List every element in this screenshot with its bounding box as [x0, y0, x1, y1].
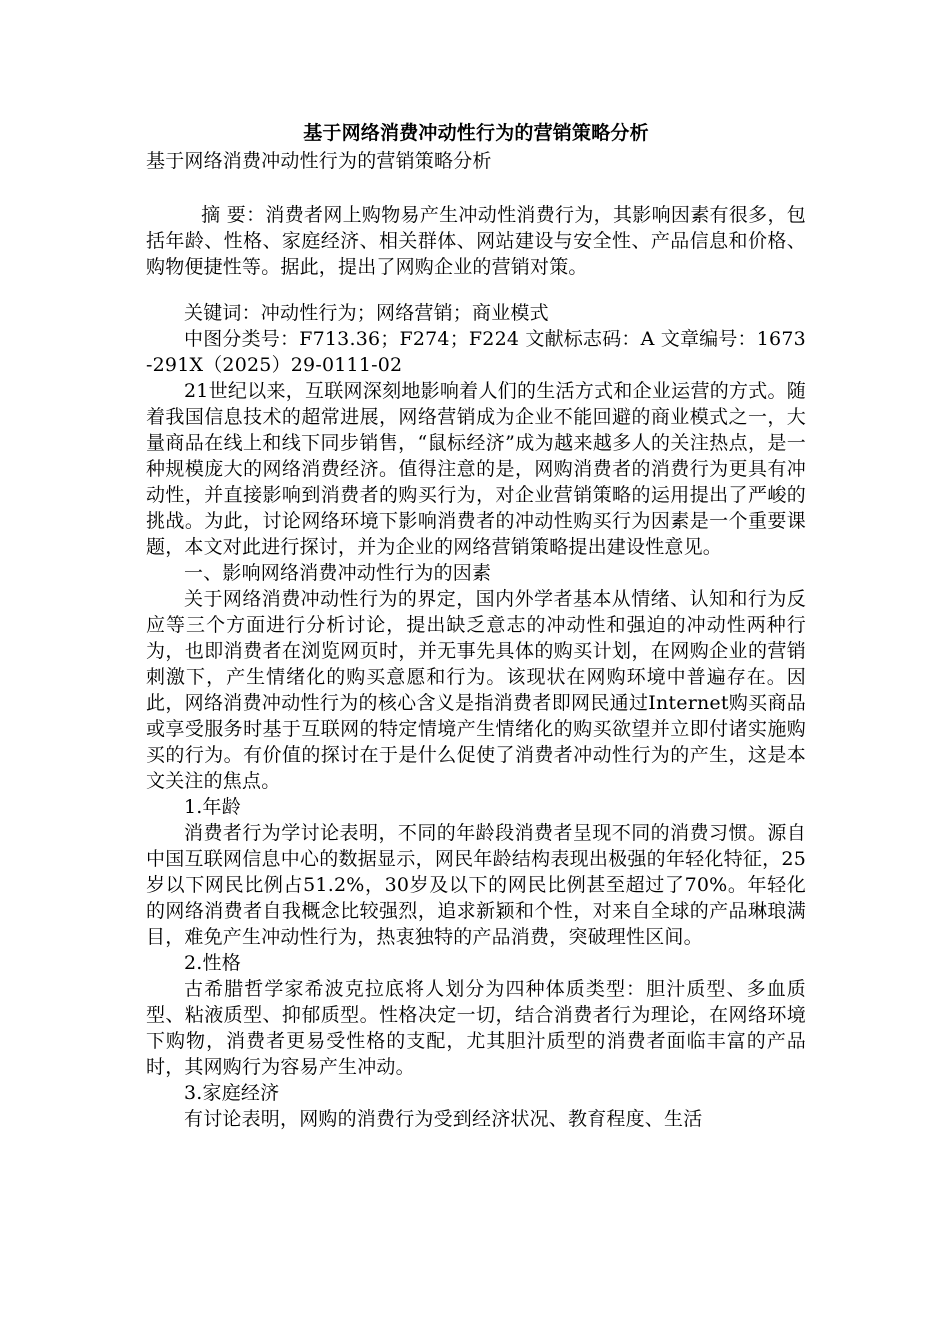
personality-paragraph: 古希腊哲学家希波克拉底将人划分为四种体质类型：胆汁质型、多血质型、粘液质型、抑郁质型。性格决定一切，结合消费者行为理论，在网络环境下购物，消费者更易受性格的支配，尤其胆汁质型的消费者面临丰富的产品时，其网购行为容易产生冲动。 [146, 978, 806, 1078]
subsection-heading-age: 1.年龄 [184, 796, 241, 818]
section-paragraph: 关于网络消费冲动性行为的界定，国内外学者基本从情绪、认知和行为反应等三个方面进行分析讨论，提出缺乏意志的冲动性和强迫的冲动性两种行为，也即消费者在浏览网页时，并无事先具体的购买计划，在网购企业的营销刺激下，产生情绪化的购买意愿和行为。该现状在网购环境中普遍存在。因此，网络消费冲动性行为的核心含义是指消费者即网民通过Internet购买商品或享受服务时基于互联网的特定情境产生情绪化的购买欲望并立即付诸实施购买的行为。有价值的探讨在于是什么促使了消费者冲动性行为的产生，这是本文关注的焦点。 [146, 588, 806, 792]
spacer [146, 280, 806, 300]
spacer [146, 174, 806, 202]
abstract-paragraph: 摘 要：消费者网上购物易产生冲动性消费行为，其影响因素有很多，包括年龄、性格、家庭经济、相关群体、网站建设与安全性、产品信息和价格、购物便捷性等。据此，提出了网购企业的营销对策。 [146, 204, 806, 278]
age-paragraph: 消费者行为学讨论表明，不同的年龄段消费者呈现不同的消费习惯。源自中国互联网信息中心的数据显示，网民年龄结构表现出极强的年轻化特征，25岁以下网民比例占51.2%，30岁及以下的网民比例甚至超过了70%。年轻化的网络消费者自我概念比较强烈，追求新颖和个性，对来自全球的产品琳琅满目，难免产生冲动性行为，热衷独特的产品消费，突破理性区间。 [146, 822, 806, 948]
section-heading: 一、影响网络消费冲动性行为的因素 [184, 562, 492, 584]
document-title: 基于网络消费冲动性行为的营销策略分析 [303, 122, 649, 144]
family-paragraph: 有讨论表明，网购的消费行为受到经济状况、教育程度、生活 [184, 1108, 703, 1130]
intro-paragraph: 21世纪以来，互联网深刻地影响着人们的生活方式和企业运营的方式。随着我国信息技术的超常进展，网络营销成为企业不能回避的商业模式之一，大量商品在线上和线下同步销售，“鼠标经济”成为越来越多人的关注热点，是一种规模庞大的网络消费经济。值得注意的是，网购消费者的消费行为更具有冲动性，并直接影响到消费者的购买行为，对企业营销策略的运用提出了严峻的挑战。为此，讨论网络环境下影响消费者的冲动性购买行为因素是一个重要课题，本文对此进行探讨，并为企业的网络营销策略提出建设性意见。 [146, 380, 806, 558]
document-subtitle: 基于网络消费冲动性行为的营销策略分析 [146, 150, 492, 172]
subsection-heading-personality: 2.性格 [184, 952, 241, 974]
classification-line: 中图分类号：F713.36；F274；F224 文献标志码：A 文章编号：1673-291X（2025）29-0111-02 [146, 328, 806, 376]
keywords-line: 关键词：冲动性行为；网络营销；商业模式 [184, 302, 549, 324]
subsection-heading-family: 3.家庭经济 [184, 1082, 280, 1104]
document-body [146, 118, 806, 1132]
